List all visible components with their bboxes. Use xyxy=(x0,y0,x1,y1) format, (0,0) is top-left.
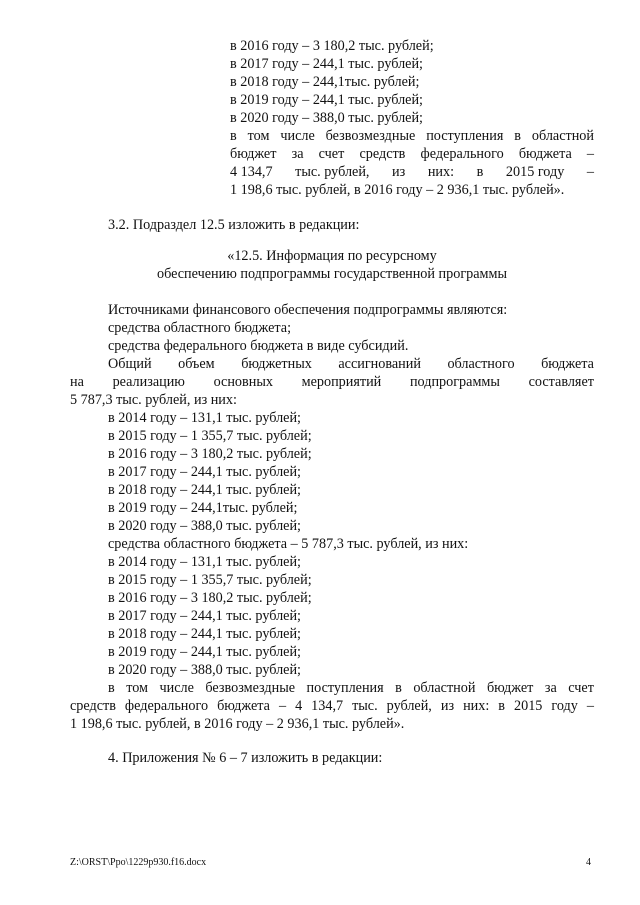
footer-file-path: Z:\ORST\Ppo\1229p930.f16.docx xyxy=(70,857,207,868)
incl-line-3: 1 198,6 тыс. рублей, в 2016 году – 2 936,1 тыс. рублей». xyxy=(70,716,405,732)
regional-year-2016: в 2016 году – 3 180,2 тыс. рублей; xyxy=(108,590,312,606)
total-line-1: Общий объем бюджетных ассигнований областного бюджета xyxy=(108,356,594,372)
total-year-2015: в 2015 году – 1 355,7 тыс. рублей; xyxy=(108,428,312,444)
top-incl-line-3: 4 134,7 тыс. рублей, из них: в 2015 году – xyxy=(230,164,594,180)
top-year-2019: в 2019 году – 244,1 тыс. рублей; xyxy=(230,92,423,108)
top-incl-line-2: бюджет за счет средств федерального бюджета – xyxy=(230,146,594,162)
incl-line-2: средств федерального бюджета – 4 134,7 тыс. рублей, из них: в 2015 году – xyxy=(70,698,594,714)
top-year-2020: в 2020 году – 388,0 тыс. рублей; xyxy=(230,110,423,126)
sources-intro: Источниками финансового обеспечения подпрограммы являются: xyxy=(108,302,508,318)
section-heading-line-2: обеспечению подпрограммы государственной программы xyxy=(156,266,508,282)
top-incl-line-4: 1 198,6 тыс. рублей, в 2016 году – 2 936,1 тыс. рублей». xyxy=(230,182,565,198)
total-year-2020: в 2020 году – 388,0 тыс. рублей; xyxy=(108,518,301,534)
section-heading-line-1: «12.5. Информация по ресурсному xyxy=(227,248,437,264)
top-year-2016: в 2016 году – 3 180,2 тыс. рублей; xyxy=(230,38,434,54)
top-incl-line-1: в том числе безвозмездные поступления в областной xyxy=(230,128,594,144)
regional-year-2015: в 2015 году – 1 355,7 тыс. рублей; xyxy=(108,572,312,588)
item-4: 4. Приложения № 6 – 7 изложить в редакции: xyxy=(108,750,383,766)
item-3-2: 3.2. Подраздел 12.5 изложить в редакции: xyxy=(108,217,360,233)
regional-year-2019: в 2019 году – 244,1 тыс. рублей; xyxy=(108,644,301,660)
total-year-2019: в 2019 году – 244,1тыс. рублей; xyxy=(108,500,298,516)
total-year-2017: в 2017 году – 244,1 тыс. рублей; xyxy=(108,464,301,480)
regional-year-2014: в 2014 году – 131,1 тыс. рублей; xyxy=(108,554,301,570)
total-line-2: на реализацию основных мероприятий подпрограммы составляет xyxy=(70,374,594,390)
total-year-2014: в 2014 году – 131,1 тыс. рублей; xyxy=(108,410,301,426)
regional-year-2020: в 2020 году – 388,0 тыс. рублей; xyxy=(108,662,301,678)
regional-total: средства областного бюджета – 5 787,3 тыс. рублей, из них: xyxy=(108,536,469,552)
incl-line-1: в том числе безвозмездные поступления в областной бюджет за счет xyxy=(108,680,594,696)
footer-page-number: 4 xyxy=(586,857,591,868)
top-year-2017: в 2017 году – 244,1 тыс. рублей; xyxy=(230,56,423,72)
total-line-3: 5 787,3 тыс. рублей, из них: xyxy=(70,392,237,408)
regional-year-2018: в 2018 году – 244,1 тыс. рублей; xyxy=(108,626,301,642)
total-year-2016: в 2016 году – 3 180,2 тыс. рублей; xyxy=(108,446,312,462)
source-federal: средства федерального бюджета в виде субсидий. xyxy=(108,338,409,354)
top-year-2018: в 2018 году – 244,1тыс. рублей; xyxy=(230,74,420,90)
total-year-2018: в 2018 году – 244,1 тыс. рублей; xyxy=(108,482,301,498)
regional-year-2017: в 2017 году – 244,1 тыс. рублей; xyxy=(108,608,301,624)
source-regional: средства областного бюджета; xyxy=(108,320,292,336)
